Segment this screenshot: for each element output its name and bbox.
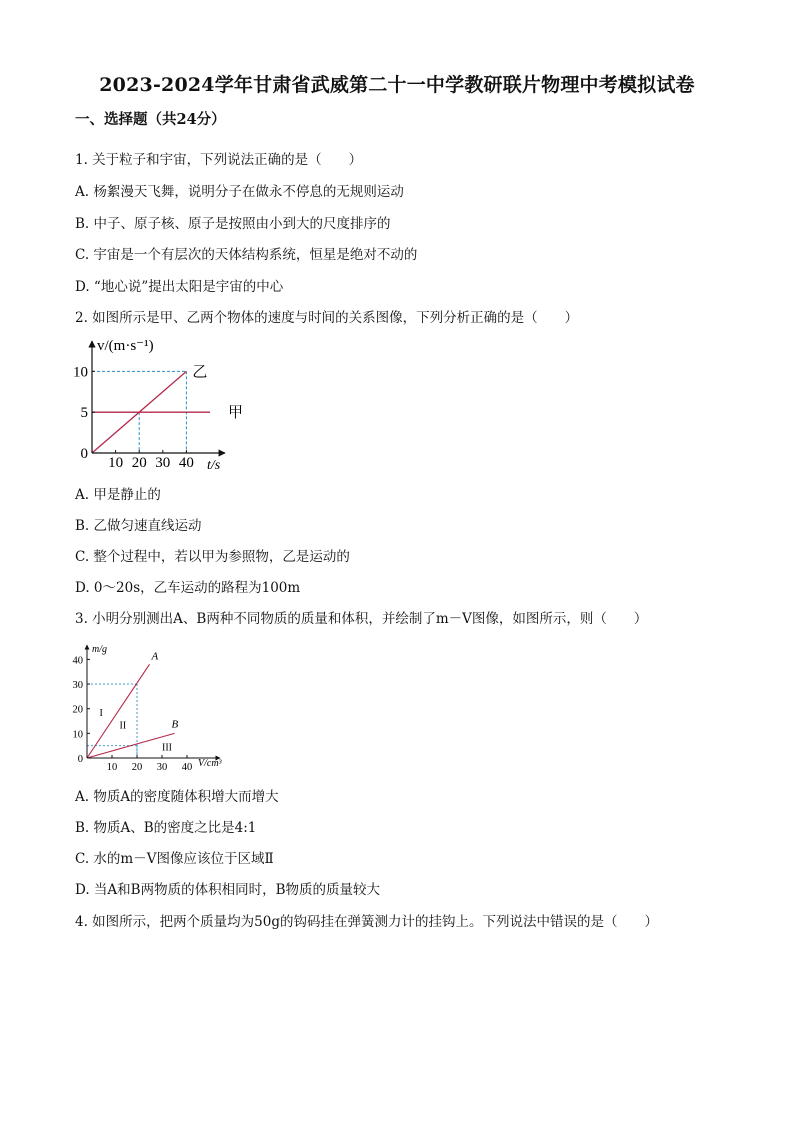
y-tick-label: 5 (80, 405, 88, 422)
question-2-option-c: C. 整个过程中，若以甲为参照物，乙是运动的 (75, 549, 350, 565)
y-tick-label: 10 (73, 364, 88, 381)
question-2-option-d: D. 0～20s，乙车运动的路程为100m (75, 580, 301, 596)
series-label-甲: 甲 (228, 405, 244, 422)
series-line-A (87, 664, 150, 758)
y-axis-label: m/g (92, 644, 107, 655)
x-tick-label: 10 (106, 762, 118, 773)
y-axis-label: v/(m·s⁻¹) (97, 338, 154, 354)
question-3-option-c: C. 水的m－V图像应该位于区域Ⅱ (75, 851, 274, 867)
question-2-stem: 2. 如图所示是甲、乙两个物体的速度与时间的关系图像，下列分析正确的是（ ） (75, 310, 579, 326)
question-1-option-a: A. 杨絮漫天飞舞，说明分子在做永不停息的无规则运动 (75, 184, 404, 200)
x-axis-label: V/cm³ (198, 758, 222, 769)
question-3-stem: 3. 小明分别测出A、B两种不同物质的质量和体积，并绘制了m－V图像，如图所示，则（ ） (75, 611, 648, 627)
question-1-option-d: D. “地心说”提出太阳是宇宙的中心 (75, 279, 284, 295)
y-tick-label: 0 (80, 446, 88, 462)
x-axis-label: t/s (207, 458, 221, 473)
y-tick-label: 20 (72, 704, 83, 716)
y-tick-label: 30 (72, 680, 83, 692)
x-tick-label: 40 (181, 762, 193, 773)
region-label: III (162, 742, 172, 754)
y-tick-label: 0 (77, 754, 83, 765)
question-1-option-c: C. 宇宙是一个有层次的天体结构系统，恒星是绝对不动的 (75, 247, 418, 263)
series-label-A: A (151, 650, 159, 663)
x-tick-label: 40 (178, 455, 194, 471)
mass-volume-chart (70, 640, 245, 775)
question-3-option-b: B. 物质A、B的密度之比是4:1 (75, 820, 257, 836)
region-label: I (99, 708, 103, 720)
series-label-乙: 乙 (192, 364, 208, 381)
question-4-stem: 4. 如图所示，把两个质量均为50g的钩码挂在弹簧测力计的挂钩上。下列说法中错误的是（ ） (75, 914, 658, 930)
question-1-stem: 1. 关于粒子和宇宙，下列说法正确的是（ ） (75, 152, 363, 168)
question-1-option-b: B. 中子、原子核、原子是按照由小到大的尺度排序的 (75, 216, 391, 232)
velocity-time-chart (73, 333, 244, 473)
question-3-option-d: D. 当A和B两物质的体积相同时，B物质的质量较大 (75, 882, 381, 898)
page-title: 2023-2024学年甘肃省武威第二十一中学教研联片物理中考模拟试卷 (99, 74, 695, 96)
x-tick-label: 20 (131, 762, 143, 773)
y-tick-label: 40 (72, 655, 83, 667)
x-tick-label: 30 (156, 762, 168, 773)
series-label-B: B (171, 718, 179, 731)
x-tick-label: 10 (108, 455, 124, 471)
x-tick-label: 30 (155, 455, 171, 471)
question-2-option-a: A. 甲是静止的 (75, 487, 161, 503)
question-3-option-a: A. 物质A的密度随体积增大而增大 (75, 789, 279, 805)
y-tick-label: 10 (72, 729, 83, 741)
region-label: II (119, 720, 127, 732)
x-tick-label: 20 (131, 455, 147, 471)
question-2-option-b: B. 乙做匀速直线运动 (75, 518, 202, 534)
section-heading: 一、选择题（共24分） (75, 111, 226, 128)
